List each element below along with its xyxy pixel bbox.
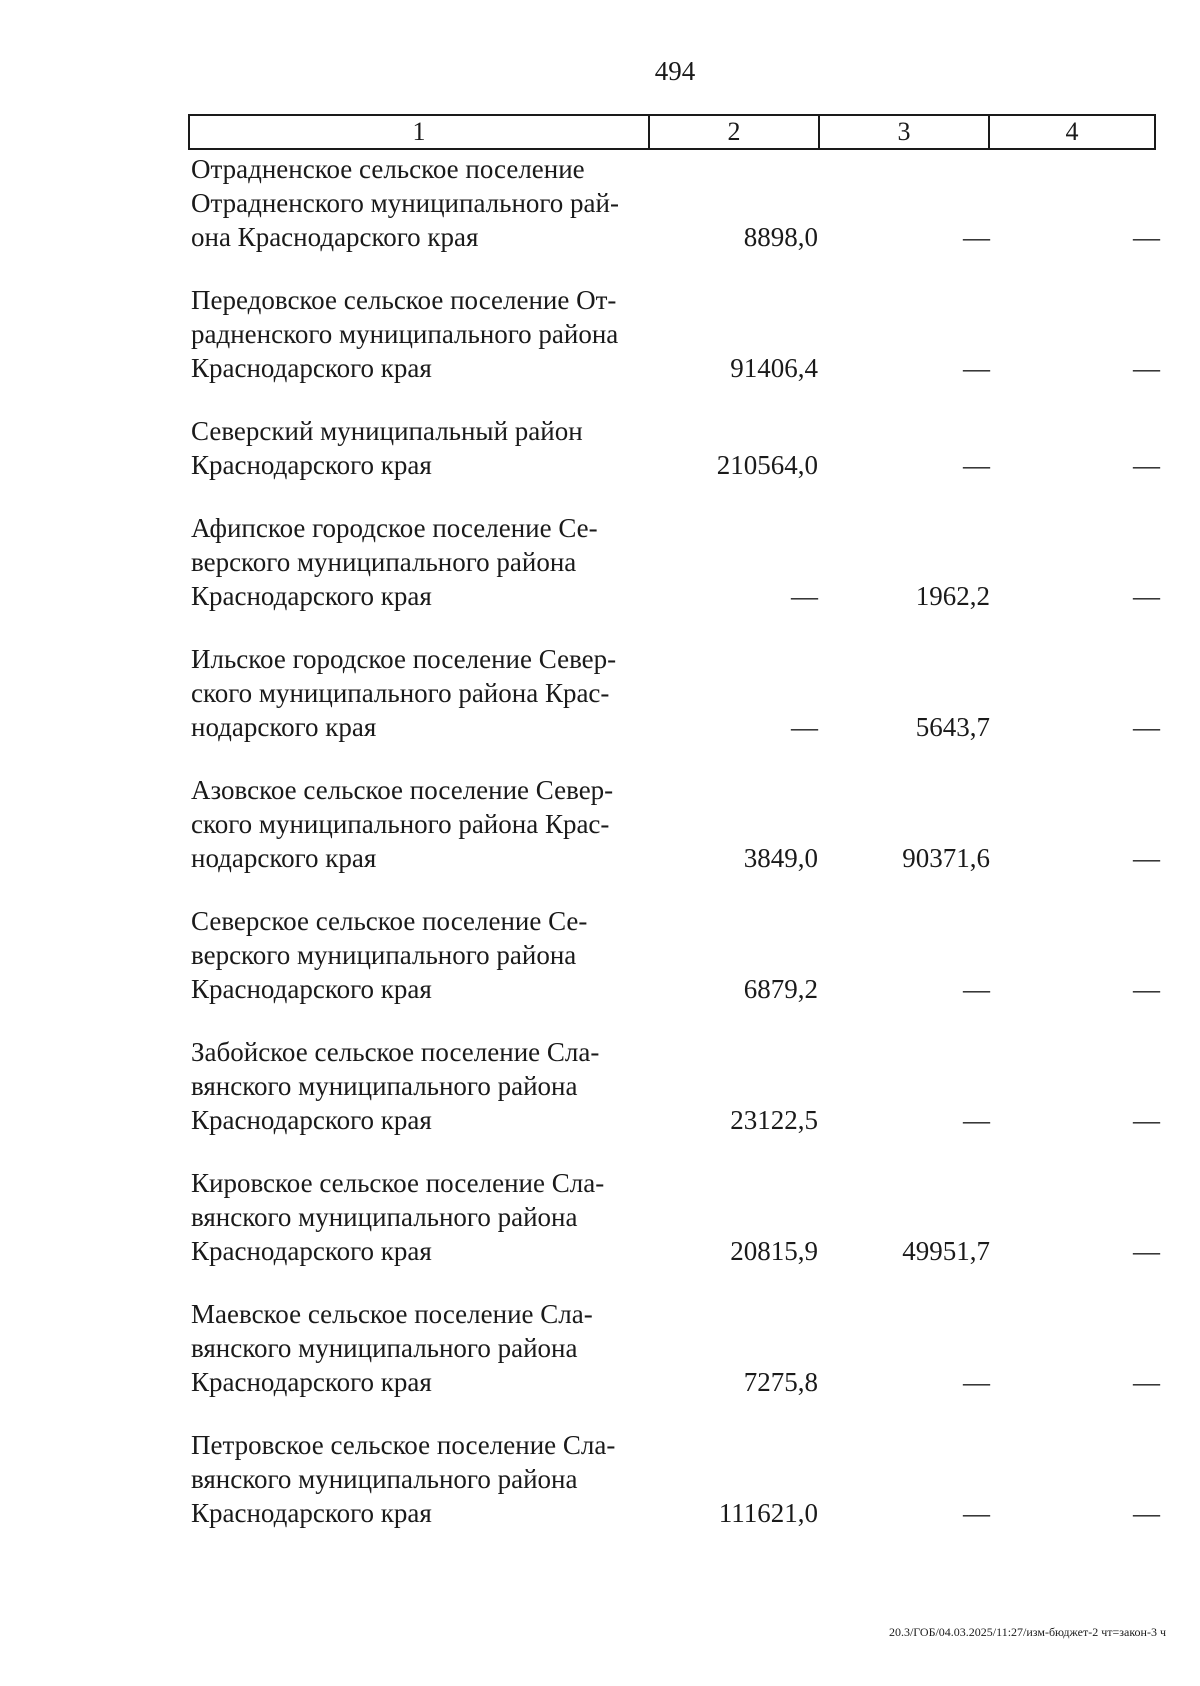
row-col-3: — [963, 353, 990, 383]
row-col-2: 210564,0 [716, 450, 818, 480]
row-name: Азовское сельское поселение Север- ского муниципального района Крас- нодарского края [191, 775, 614, 873]
row-col-3: — [963, 974, 990, 1004]
table-header [188, 114, 1156, 150]
table-row [0, 904, 1200, 1035]
row-name: Афипское городское поселение Се- верского муниципального района Краснодарского края [191, 513, 598, 611]
table-row [0, 1166, 1200, 1297]
table-row [0, 152, 1200, 283]
row-col-4: — [1133, 1498, 1160, 1528]
row-col-3: — [963, 1498, 990, 1528]
row-col-3: — [963, 1105, 990, 1135]
row-col-4: — [1133, 974, 1160, 1004]
table-row [0, 283, 1200, 414]
row-col-2: 8898,0 [743, 222, 818, 252]
row-name: Кировское сельское поселение Сла- вянского муниципального района Краснодарского края [191, 1168, 605, 1266]
row-col-2: 111621,0 [718, 1498, 818, 1528]
table-row [0, 1297, 1200, 1428]
row-name: Петровское сельское поселение Сла- вянского муниципального района Краснодарского края [191, 1430, 616, 1528]
row-col-4: — [1133, 1236, 1160, 1266]
row-col-4: — [1133, 222, 1160, 252]
table-row [0, 1428, 1200, 1559]
row-col-3: 5643,7 [915, 712, 990, 742]
row-name: Отрадненское сельское поселение Отрадненского муниципального рай- она Краснодарского края [191, 154, 619, 252]
table-row [0, 642, 1200, 773]
row-col-3: 90371,6 [902, 843, 990, 873]
row-name: Забойское сельское поселение Сла- вянского муниципального района Краснодарского края [191, 1037, 600, 1135]
row-col-2: — [791, 712, 818, 742]
row-col-4: — [1133, 1105, 1160, 1135]
header-col-2: 2 [650, 116, 820, 148]
row-col-2: 7275,8 [743, 1367, 818, 1397]
row-col-3: — [963, 1367, 990, 1397]
row-name: Северский муниципальный район Краснодарского края [191, 416, 583, 480]
row-col-2: 23122,5 [730, 1105, 818, 1135]
row-col-2: 3849,0 [743, 843, 818, 873]
row-col-3: — [963, 222, 990, 252]
row-col-2: — [791, 581, 818, 611]
header-col-4: 4 [1065, 117, 1079, 146]
row-col-4: — [1133, 1367, 1160, 1397]
row-col-2: 20815,9 [730, 1236, 818, 1266]
row-col-4: — [1133, 843, 1160, 873]
row-name: Передовское сельское поселение От- радненского муниципального района Краснодарского края [191, 285, 619, 383]
row-col-4: — [1133, 712, 1160, 742]
row-name: Маевское сельское поселение Сла- вянского муниципального района Краснодарского края [191, 1299, 593, 1397]
header-col-3: 3 [820, 116, 990, 148]
table-body [0, 152, 1200, 1559]
row-name: Северское сельское поселение Се- верского муниципального района Краснодарского края [191, 906, 588, 1004]
row-col-3: 1962,2 [915, 581, 990, 611]
document-footer-code: 20.3/ГОБ/04.03.2025/11:27/изм-бюджет-2 чт=закон-3 ч [888, 1625, 1166, 1639]
header-col-1: 1 [190, 116, 650, 148]
table-row [0, 1035, 1200, 1166]
row-col-4: — [1133, 353, 1160, 383]
table-row [0, 773, 1200, 904]
row-col-3: 49951,7 [902, 1236, 990, 1266]
row-name: Ильское городское поселение Север- ского муниципального района Крас- нодарского края [191, 644, 617, 742]
row-col-3: — [963, 450, 990, 480]
page-number: 494 [654, 56, 696, 86]
row-col-4: — [1133, 450, 1160, 480]
row-col-4: — [1133, 581, 1160, 611]
row-col-2: 6879,2 [743, 974, 818, 1004]
row-col-2: 91406,4 [730, 353, 818, 383]
table-row [0, 511, 1200, 642]
table-row [0, 414, 1200, 511]
